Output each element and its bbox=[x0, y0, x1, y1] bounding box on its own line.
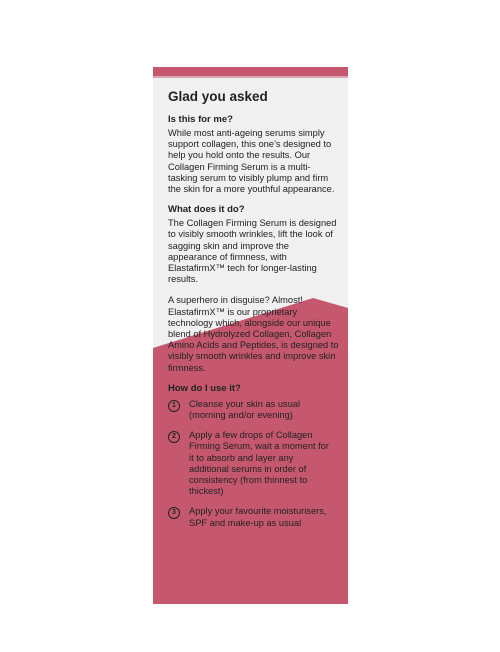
step-text: Apply a few drops of Collagen Firming Serum, wait a moment for it to absorb and layer any additional serums in order of consistency (from thinnest to thickest) bbox=[189, 430, 330, 497]
content-column bbox=[168, 89, 340, 538]
section-title: What does it do? bbox=[168, 204, 245, 216]
how-to-title: How do I use it? bbox=[168, 382, 241, 394]
section-body: While most anti-ageing serums simply support collagen, this one’s designed to help you hold onto the results. Our Collagen Firming Serum is a multi-tasking serum to visibly plump and firm the skin for a more youthful appearance. bbox=[168, 128, 335, 195]
section-is-this-for-me bbox=[168, 114, 340, 195]
step-item bbox=[168, 399, 340, 421]
headline: Glad you asked bbox=[168, 89, 268, 104]
step-text: Cleanse your skin as usual (morning and/or evening) bbox=[189, 398, 301, 421]
step-number-circle: 3 bbox=[168, 507, 180, 519]
section-title: Is this for me? bbox=[168, 114, 233, 125]
how-to-section bbox=[168, 383, 340, 529]
step-item bbox=[168, 506, 340, 528]
step-text: Apply your favourite moisturisers, SPF and make-up as usual bbox=[189, 506, 327, 528]
step-number-circle: 1 bbox=[168, 400, 180, 412]
section-body: The Collagen Firming Serum is designed to visibly smooth wrinkles, lift the look of sagging skin and improve the appearance of firmness, with ElastafirmX™ tech for longer-lasting results. bbox=[168, 218, 337, 285]
product-box-panel bbox=[153, 67, 348, 604]
section-what-does-it-do bbox=[168, 204, 340, 285]
step-item bbox=[168, 430, 340, 497]
step-number-circle: 2 bbox=[168, 431, 180, 443]
superhero-paragraph: A superhero in disguise? Almost! ElastafirmX™ is our proprietary technology which, alongside our unique blend of Hydrolyzed Collagen, Collagen Amino Acids and Peptides, is designed to visibly smooth wrinkles and improve skin firmness. bbox=[168, 295, 339, 373]
